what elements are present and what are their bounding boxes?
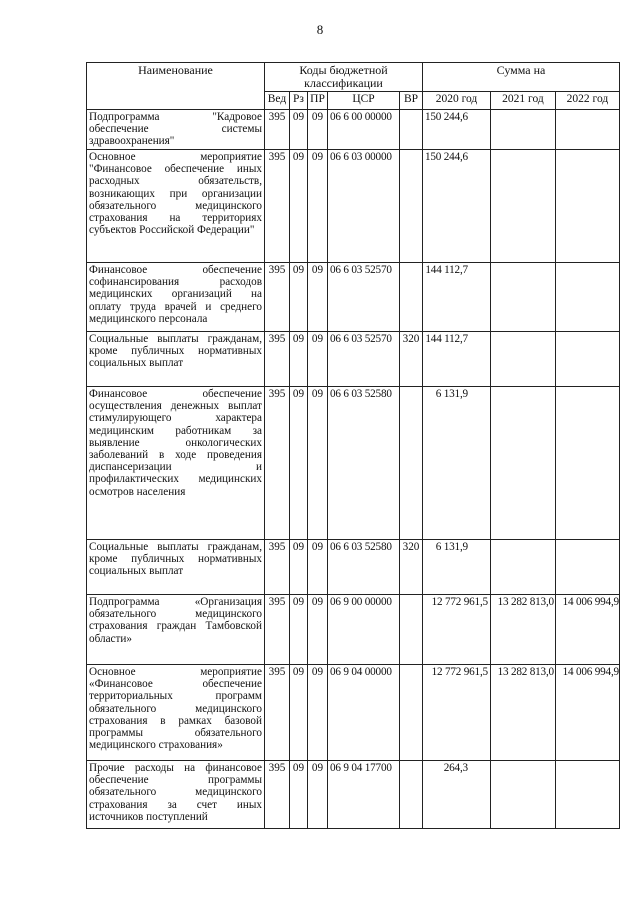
- header-sum: Сумма на: [423, 63, 620, 92]
- row-2021: [490, 761, 555, 829]
- row-pr: 09: [308, 665, 328, 761]
- row-2021: [490, 150, 555, 263]
- row-csr: 06 9 00 00000: [328, 595, 400, 665]
- row-csr: 06 6 00 00000: [328, 110, 400, 150]
- row-name: Основное мероприятие «Финансовое обеспечение территориальных программ обязательного медицинского страхования в рамках базовой программы обязательного медицинского страхования»: [87, 665, 265, 761]
- row-2022: [555, 540, 619, 595]
- row-2022: 14 006 994,9: [555, 595, 619, 665]
- row-name: Социальные выплаты гражданам, кроме публичных нормативных социальных выплат: [87, 332, 265, 387]
- row-2020: 6 131,9: [423, 540, 491, 595]
- row-2022: [555, 150, 619, 263]
- header-2022: 2022 год: [555, 92, 619, 110]
- row-rz: 09: [290, 110, 308, 150]
- row-2021: [490, 540, 555, 595]
- table-row: [87, 387, 620, 540]
- budget-table: [86, 62, 620, 829]
- header-codes: Коды бюджетной классификации: [265, 63, 423, 92]
- row-name: Подпрограмма "Кадровое обеспечение системы здравоохранения": [87, 110, 265, 150]
- row-vr: [400, 110, 423, 150]
- row-csr: 06 6 03 52580: [328, 387, 400, 540]
- row-name: Прочие расходы на финансовое обеспечение программы обязательного медицинского страхования за счет иных источников поступлений: [87, 761, 265, 829]
- row-vr: 320: [400, 332, 423, 387]
- row-2020: 6 131,9: [423, 387, 491, 540]
- row-vr: [400, 150, 423, 263]
- row-pr: 09: [308, 263, 328, 332]
- row-name: Подпрограмма «Организация обязательного медицинского страхования граждан Тамбовской области»: [87, 595, 265, 665]
- row-name: Основное мероприятие "Финансовое обеспечение иных расходных обязательств, возникающих при организации обязательного медицинского страхования на территориях субъектов Российской Федерации": [87, 150, 265, 263]
- table-row: [87, 150, 620, 263]
- row-csr: 06 6 03 52580: [328, 540, 400, 595]
- row-ved: 395: [265, 332, 290, 387]
- row-ved: 395: [265, 150, 290, 263]
- row-2020: 150 244,6: [423, 110, 491, 150]
- row-pr: 09: [308, 595, 328, 665]
- row-ved: 395: [265, 387, 290, 540]
- row-csr: 06 6 03 52570: [328, 332, 400, 387]
- row-name: Финансовое обеспечение осуществления денежных выплат стимулирующего характера медицинским работникам за выявление онкологических заболеваний в ходе проведения диспансеризации и профилактических медицинских осмотров населения: [87, 387, 265, 540]
- row-csr: 06 6 03 00000: [328, 150, 400, 263]
- header-2020: 2020 год: [423, 92, 491, 110]
- row-rz: 09: [290, 665, 308, 761]
- row-ved: 395: [265, 540, 290, 595]
- row-rz: 09: [290, 332, 308, 387]
- row-rz: 09: [290, 387, 308, 540]
- row-2022: [555, 761, 619, 829]
- row-2020: 12 772 961,5: [423, 595, 491, 665]
- row-name: Финансовое обеспечение софинансирования расходов медицинских организаций на оплату труда врачей и среднего медицинского персонала: [87, 263, 265, 332]
- row-2022: [555, 387, 619, 540]
- row-2021: [490, 332, 555, 387]
- header-pr: ПР: [308, 92, 328, 110]
- row-csr: 06 6 03 52570: [328, 263, 400, 332]
- table-row: [87, 595, 620, 665]
- row-rz: 09: [290, 263, 308, 332]
- row-rz: 09: [290, 150, 308, 263]
- row-2021: [490, 110, 555, 150]
- row-2021: 13 282 813,0: [490, 665, 555, 761]
- row-ved: 395: [265, 263, 290, 332]
- row-2022: [555, 110, 619, 150]
- page-number: 8: [316, 22, 324, 37]
- row-2020: 150 244,6: [423, 150, 491, 263]
- row-ved: 395: [265, 595, 290, 665]
- row-vr: [400, 761, 423, 829]
- row-rz: 09: [290, 761, 308, 829]
- row-2020: 264,3: [423, 761, 491, 829]
- header-csr: ЦСР: [328, 92, 400, 110]
- table-row: [87, 263, 620, 332]
- table-row: [87, 761, 620, 829]
- header-name: Наименование: [87, 63, 265, 110]
- row-2021: 13 282 813,0: [490, 595, 555, 665]
- table-row: [87, 332, 620, 387]
- row-vr: [400, 665, 423, 761]
- table-row: [87, 665, 620, 761]
- header-2021: 2021 год: [490, 92, 555, 110]
- row-rz: 09: [290, 595, 308, 665]
- row-pr: 09: [308, 761, 328, 829]
- row-pr: 09: [308, 110, 328, 150]
- row-2021: [490, 387, 555, 540]
- row-csr: 06 9 04 00000: [328, 665, 400, 761]
- row-name: Социальные выплаты гражданам, кроме публичных нормативных социальных выплат: [87, 540, 265, 595]
- header-vr: ВР: [400, 92, 423, 110]
- row-vr: [400, 387, 423, 540]
- row-vr: [400, 595, 423, 665]
- row-2022: [555, 332, 619, 387]
- row-ved: 395: [265, 665, 290, 761]
- row-2022: [555, 263, 619, 332]
- row-vr: [400, 263, 423, 332]
- header-rz: Рз: [290, 92, 308, 110]
- row-2020: 12 772 961,5: [423, 665, 491, 761]
- row-pr: 09: [308, 540, 328, 595]
- row-ved: 395: [265, 761, 290, 829]
- row-2020: 144 112,7: [423, 263, 491, 332]
- row-pr: 09: [308, 332, 328, 387]
- header-ved: Вед: [265, 92, 290, 110]
- row-ved: 395: [265, 110, 290, 150]
- row-csr: 06 9 04 17700: [328, 761, 400, 829]
- table-row: [87, 110, 620, 150]
- row-pr: 09: [308, 150, 328, 263]
- row-2021: [490, 263, 555, 332]
- table-row: [87, 540, 620, 595]
- row-rz: 09: [290, 540, 308, 595]
- row-vr: 320: [400, 540, 423, 595]
- row-pr: 09: [308, 387, 328, 540]
- row-2020: 144 112,7: [423, 332, 491, 387]
- row-2022: 14 006 994,9: [555, 665, 619, 761]
